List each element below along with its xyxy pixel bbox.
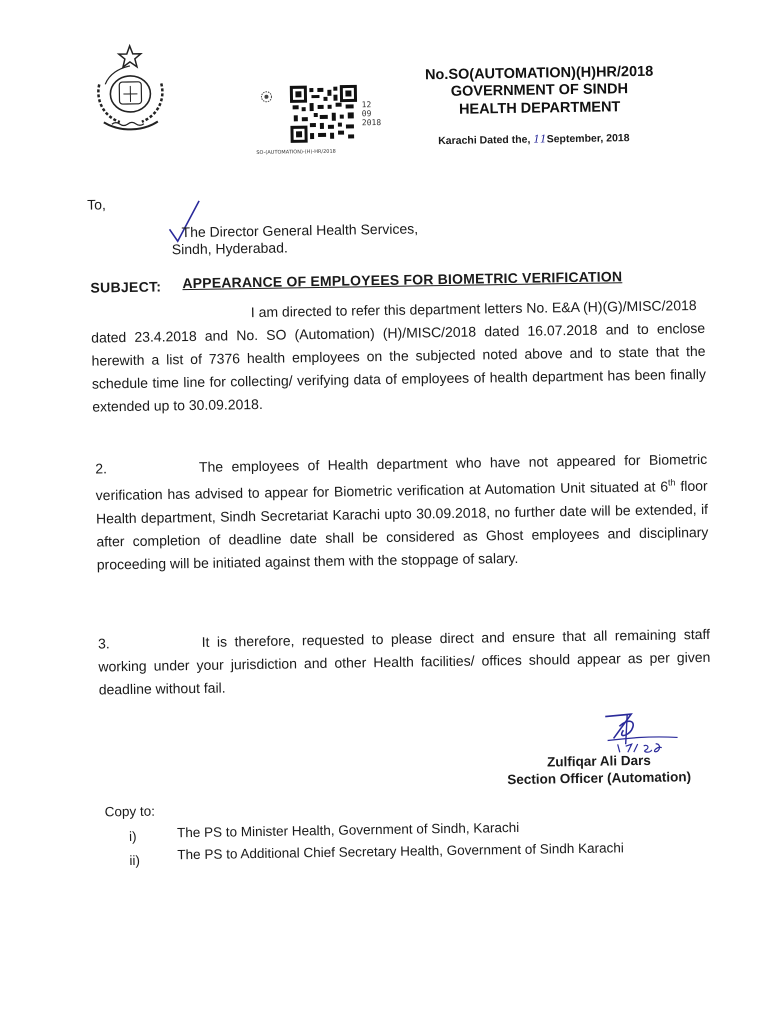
addressee-line-2: Sindh, Hyderabad.	[171, 239, 288, 258]
paragraph-2-text-b: floor Health department, Sindh Secretariat Karachi upto 30.09.2018, no further date will be extended, if after completion of deadline date shall be considered as Ghost employees and disciplinary proceeding will be initiated against them with the stoppage of salary.	[95, 477, 709, 573]
signatory-title: Section Officer (Automation)	[507, 769, 692, 788]
paragraph-2-text-a: The employees of Health department who have not appeared for Biometric verification has advised to appear for Biometric verification at Automation Unit situated at 6	[95, 450, 708, 504]
paragraph-1-first-line: I am directed to refer this department letters No. E&A (H)(G)/MISC/2018	[250, 297, 697, 321]
department-name: HEALTH DEPARTMENT	[458, 99, 621, 118]
addressee-line-1: The Director General Health Services,	[181, 220, 419, 241]
seal-dot-icon	[259, 90, 273, 104]
date-suffix: September, 2018	[546, 132, 630, 146]
copy-item-2-text: The PS to Additional Chief Secretary Health, Government of Sindh Karachi	[177, 840, 624, 863]
date-day-handwritten: 11	[533, 133, 547, 146]
paragraph-2-number: 2.	[95, 460, 108, 477]
signatory-name: Zulfiqar Ali Dars	[546, 752, 651, 770]
date-line	[438, 132, 630, 147]
paragraph-3-text: It is therefore, requested to please direct and ensure that all remaining staff working under your jurisdiction and other Health facilities/ offices should appear as per given deadline without fail.	[98, 625, 711, 698]
copy-to-label: Copy to:	[104, 803, 156, 820]
paragraph-3-number: 3.	[97, 635, 110, 652]
sindh-government-emblem-icon	[89, 43, 172, 132]
qr-line-3: 2018	[361, 117, 382, 128]
subject-label: SUBJECT:	[90, 278, 162, 296]
copy-item-1-text: The PS to Minister Health, Government of Sindh, Karachi	[176, 819, 520, 841]
qr-code-icon	[289, 84, 358, 143]
qr-line-1: 12	[361, 100, 372, 110]
paragraph-1	[91, 294, 707, 419]
qr-line-2: 09	[361, 109, 372, 119]
paragraph-3	[98, 623, 711, 702]
reference-number: No.SO(AUTOMATION)(H)HR/2018	[424, 63, 654, 84]
paragraph-2	[95, 448, 709, 576]
ordinal-suffix: th	[667, 477, 676, 488]
copy-item-1-number: i)	[128, 828, 137, 845]
copy-item-2-number: ii)	[129, 852, 141, 869]
paragraph-1-rest: dated 23.4.2018 and No. SO (Automation) (H)/MISC/2018 dated 16.07.2018 and to enclose herewith a list of 7376 health employees on the subjected noted above and to state that the schedule time line for collecting/ verifying data of employees of health department has been finally extended up to 30.09.2018.	[91, 319, 706, 415]
to-label: To,	[87, 196, 106, 213]
qr-reference: SO-(AUTOMATION)-(H)-HR/2018	[256, 148, 336, 156]
qr-date-stamp	[362, 100, 382, 127]
handwritten-signature-icon	[597, 707, 688, 758]
subject-text: APPEARANCE OF EMPLOYEES FOR BIOMETRIC VERIFICATION	[182, 268, 623, 292]
date-prefix: Karachi Dated the,	[438, 133, 531, 148]
government-name: GOVERNMENT OF SINDH	[450, 81, 629, 100]
